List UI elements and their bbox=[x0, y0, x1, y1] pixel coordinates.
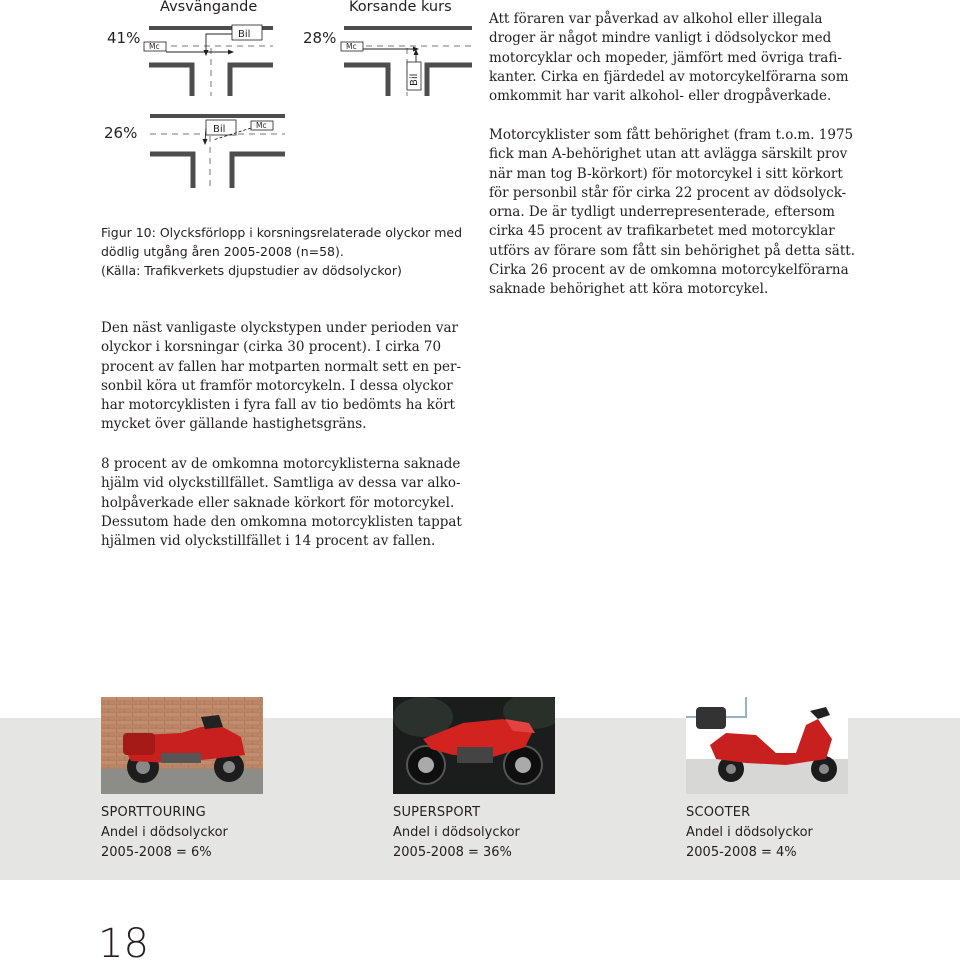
bike-caption-supersport bbox=[393, 803, 520, 863]
bike-caption-sporttouring bbox=[101, 803, 228, 863]
caption-line-3: (Källa: Trafikverkets djupstudier av dödsolyckor) bbox=[101, 263, 402, 278]
text-line: utförs av förare som fått sin behörighet på detta sätt. bbox=[489, 242, 855, 259]
diagram-turning-percent: 41% bbox=[107, 29, 141, 47]
text-line: motorcyklar och mopeder, jämfört med övriga trafi- bbox=[489, 49, 842, 66]
text-line: Cirka 26 procent av de omkomna motorcykelförarna bbox=[489, 262, 849, 279]
caption-line-2: dödlig utgång åren 2005-2008 (n=58). bbox=[101, 244, 344, 259]
diagram-turning-title: Avsvängande bbox=[160, 0, 258, 15]
bike-label: Andel i dödsolyckor bbox=[686, 825, 813, 840]
bike-label: Andel i dödsolyckor bbox=[101, 825, 228, 840]
bike-name: SCOOTER bbox=[686, 805, 751, 820]
text-line: Dessutom hade den omkomna motorcyklisten tappat bbox=[101, 513, 462, 530]
scooter-photo bbox=[686, 697, 848, 794]
text-line: för personbil står för cirka 22 procent av dödsolyck- bbox=[489, 184, 847, 201]
text-line: har motorcyklisten i fyra fall av tio bedömts ha kört bbox=[101, 397, 455, 414]
text-line: 8 procent av de omkomna motorcyklisterna saknade bbox=[101, 456, 461, 472]
figure-caption bbox=[101, 223, 471, 280]
bike-name: SPORTTOURING bbox=[101, 805, 206, 820]
right-column-paragraph-1 bbox=[489, 10, 949, 106]
text-line: droger är något mindre vanligt i dödsolyckor med bbox=[489, 30, 832, 47]
text-line: saknade behörighet att köra motorcykel. bbox=[489, 281, 769, 298]
page-number: 18 bbox=[98, 921, 149, 967]
bike-caption-scooter bbox=[686, 803, 813, 863]
text-line: hjälm vid olyckstillfället. Samtliga av dessa var alko- bbox=[101, 475, 461, 492]
diagram-turning bbox=[140, 18, 300, 96]
bike-value: 2005-2008 = 4% bbox=[686, 845, 797, 860]
text-line: orna. De är tydligt underrepresenterade, eftersom bbox=[489, 204, 835, 221]
text-line: olyckor i korsningar (cirka 30 procent). I cirka 70 bbox=[101, 339, 442, 356]
bike-label: Andel i dödsolyckor bbox=[393, 825, 520, 840]
caption-line-1: Figur 10: Olycksförlopp i korsningsrelaterade olyckor med bbox=[101, 225, 463, 240]
text-line: mycket över gällande hastighetsgräns. bbox=[101, 416, 367, 433]
text-line: holpåverkade eller saknade körkort för motorcykel. bbox=[101, 494, 455, 511]
diagram-curve bbox=[337, 18, 475, 96]
text-line: när man tog B-körkort) för motorcykel i sitt körkort bbox=[489, 165, 843, 182]
right-column-paragraph-2 bbox=[489, 126, 949, 300]
text-line: Att föraren var påverkad av alkohol eller illegala bbox=[489, 11, 823, 27]
diagram-curve-bil-label: Bil bbox=[409, 73, 420, 86]
bike-value: 2005-2008 = 36% bbox=[393, 845, 512, 860]
text-line: Motorcyklister som fått behörighet (fram t.o.m. 1975 bbox=[489, 127, 854, 143]
text-line: kanter. Cirka en fjärdedel av motorcykelförarna som bbox=[489, 68, 849, 85]
text-line: Den näst vanligaste olyckstypen under perioden var bbox=[101, 320, 458, 336]
left-column-paragraph-2 bbox=[101, 455, 481, 551]
diagram-turning-bil-label: Bil bbox=[238, 29, 251, 40]
supersport-motorcycle-photo bbox=[393, 697, 555, 794]
sporttouring-motorcycle-photo bbox=[101, 697, 263, 794]
diagram-curve-mc-label: Mc bbox=[346, 42, 357, 51]
diagram-overtake-percent: 26% bbox=[104, 124, 138, 142]
diagram-overtake-bil-label: Bil bbox=[213, 124, 226, 135]
text-line: cirka 45 procent av trafikarbetet med motorcyklar bbox=[489, 223, 835, 240]
diagram-overtake bbox=[143, 112, 293, 188]
text-line: procent av fallen har motparten normalt sett en per- bbox=[101, 358, 462, 375]
diagram-curve-percent: 28% bbox=[303, 29, 337, 47]
text-line: sonbil köra ut framför motorcykeln. I dessa olyckor bbox=[101, 377, 453, 394]
text-line: hjälmen vid olyckstillfället i 14 procent av fallen. bbox=[101, 533, 436, 550]
left-column-paragraph-1 bbox=[101, 319, 481, 435]
diagram-curve-title: Korsande kurs bbox=[349, 0, 452, 15]
bike-name: SUPERSPORT bbox=[393, 805, 481, 820]
text-line: fick man A-behörighet utan att avlägga särskilt prov bbox=[489, 146, 848, 163]
bike-value: 2005-2008 = 6% bbox=[101, 845, 212, 860]
diagram-overtake-mc-label: Mc bbox=[256, 121, 267, 130]
diagram-turning-mc-label: Mc bbox=[149, 42, 160, 51]
text-line: omkommit har varit alkohol- eller drogpåverkade. bbox=[489, 88, 832, 105]
